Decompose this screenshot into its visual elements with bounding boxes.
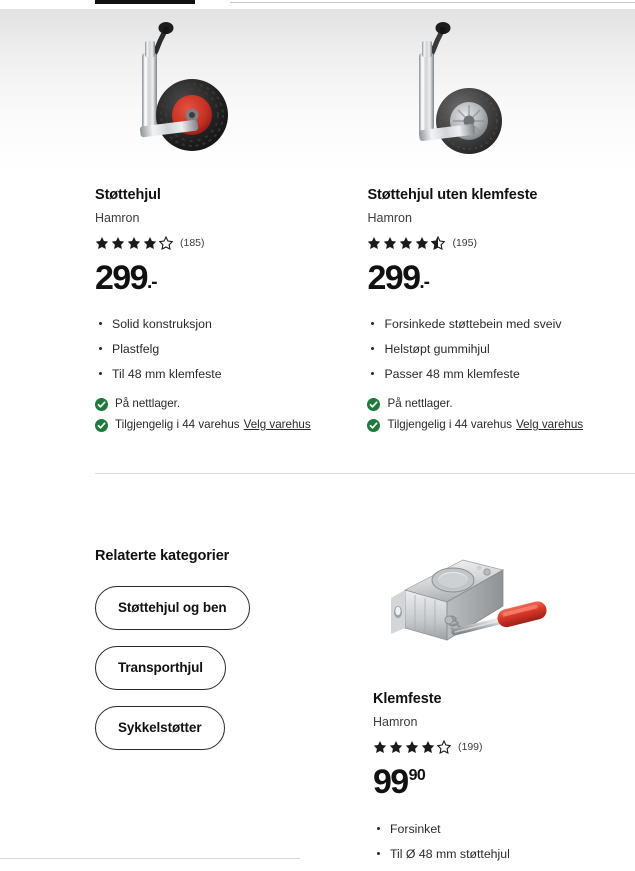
feature-item: Passer 48 mm klemfeste — [367, 366, 635, 391]
product-brand: Hamron — [367, 211, 412, 225]
bottom-clip-line — [0, 858, 300, 859]
check-circle-icon — [95, 398, 108, 411]
tab-inactive-indicator[interactable] — [230, 2, 635, 3]
feature-item: Til 48 mm klemfeste — [95, 366, 369, 391]
category-pill-sykkelstotter[interactable]: Sykkelstøtter — [95, 706, 225, 750]
price-suffix: 90 — [408, 767, 426, 784]
price-suffix: .- — [146, 272, 157, 293]
star-rating-icons — [373, 740, 451, 754]
rating-count-label: (185) — [180, 237, 205, 249]
product-title[interactable]: Klemfeste — [373, 691, 442, 707]
product-price — [367, 251, 635, 302]
stock-online-row — [367, 397, 635, 418]
stock-stores-row — [95, 418, 369, 439]
product-price — [373, 755, 635, 807]
feature-item: Til Ø 48 mm støttehjul — [373, 846, 635, 871]
stock-stores-label: Tilgjengelig i 44 varehus — [115, 418, 240, 431]
select-store-link[interactable]: Velg varehus — [243, 418, 311, 431]
product-image-jockey-wheel-red-rim[interactable] — [95, 9, 369, 174]
product-brand: Hamron — [373, 715, 418, 729]
feature-item: Forsinket — [373, 821, 635, 846]
rating-count-label: (195) — [452, 237, 477, 249]
star-rating-icons — [95, 236, 173, 250]
product-rating[interactable] — [367, 226, 635, 251]
product-feature-list — [95, 302, 369, 391]
stock-online-label: På nettlager. — [115, 397, 181, 410]
category-pill-stottehjul-og-ben[interactable]: Støttehjul og ben — [95, 586, 250, 630]
product-card-stottehjul[interactable] — [0, 9, 369, 439]
product-card-stottehjul-uten-klemfeste[interactable] — [367, 9, 635, 439]
product-image-jockey-wheel-grey-rim[interactable] — [367, 9, 635, 174]
stock-online-row — [95, 397, 369, 418]
tab-active-indicator[interactable] — [95, 0, 195, 4]
price-suffix: .- — [419, 272, 430, 293]
price-amount: 99 — [373, 763, 408, 801]
product-brand: Hamron — [95, 211, 140, 225]
feature-item: Plastfelg — [95, 341, 369, 366]
check-circle-icon — [367, 419, 380, 432]
product-image-clamp-bracket-red-handle[interactable] — [373, 548, 635, 678]
section-divider — [95, 473, 635, 474]
product-feature-list — [373, 807, 635, 871]
product-title[interactable]: Støttehjul — [95, 187, 161, 203]
select-store-link[interactable]: Velg varehus — [516, 418, 584, 431]
product-stock-info — [367, 391, 635, 439]
product-feature-list — [367, 302, 635, 391]
product-title[interactable]: Støttehjul uten klemfeste — [367, 187, 538, 203]
product-rating[interactable] — [373, 730, 635, 755]
product-rating[interactable] — [95, 226, 369, 251]
product-tabs-strip — [0, 0, 635, 9]
product-grid — [0, 9, 635, 439]
related-categories-section — [95, 548, 355, 766]
category-pill-transporthjul[interactable]: Transporthjul — [95, 646, 226, 690]
feature-item: Forsinkede støttebein med sveiv — [367, 316, 635, 341]
stock-stores-label: Tilgjengelig i 44 varehus — [387, 418, 513, 431]
feature-item: Solid konstruksjon — [95, 316, 369, 341]
stock-stores-row — [367, 418, 635, 439]
star-rating-icons — [367, 236, 445, 250]
product-price — [95, 251, 369, 302]
price-amount: 299 — [367, 259, 420, 297]
rating-count-label: (199) — [458, 741, 483, 753]
price-amount: 299 — [95, 259, 147, 297]
stock-online-label: På nettlager. — [387, 397, 453, 410]
check-circle-icon — [95, 419, 108, 432]
product-card-klemfeste[interactable] — [373, 548, 635, 871]
related-categories-title: Relaterte kategorier — [95, 548, 230, 564]
feature-item: Helstøpt gummihjul — [367, 341, 635, 366]
check-circle-icon — [367, 398, 380, 411]
product-stock-info — [95, 391, 369, 439]
